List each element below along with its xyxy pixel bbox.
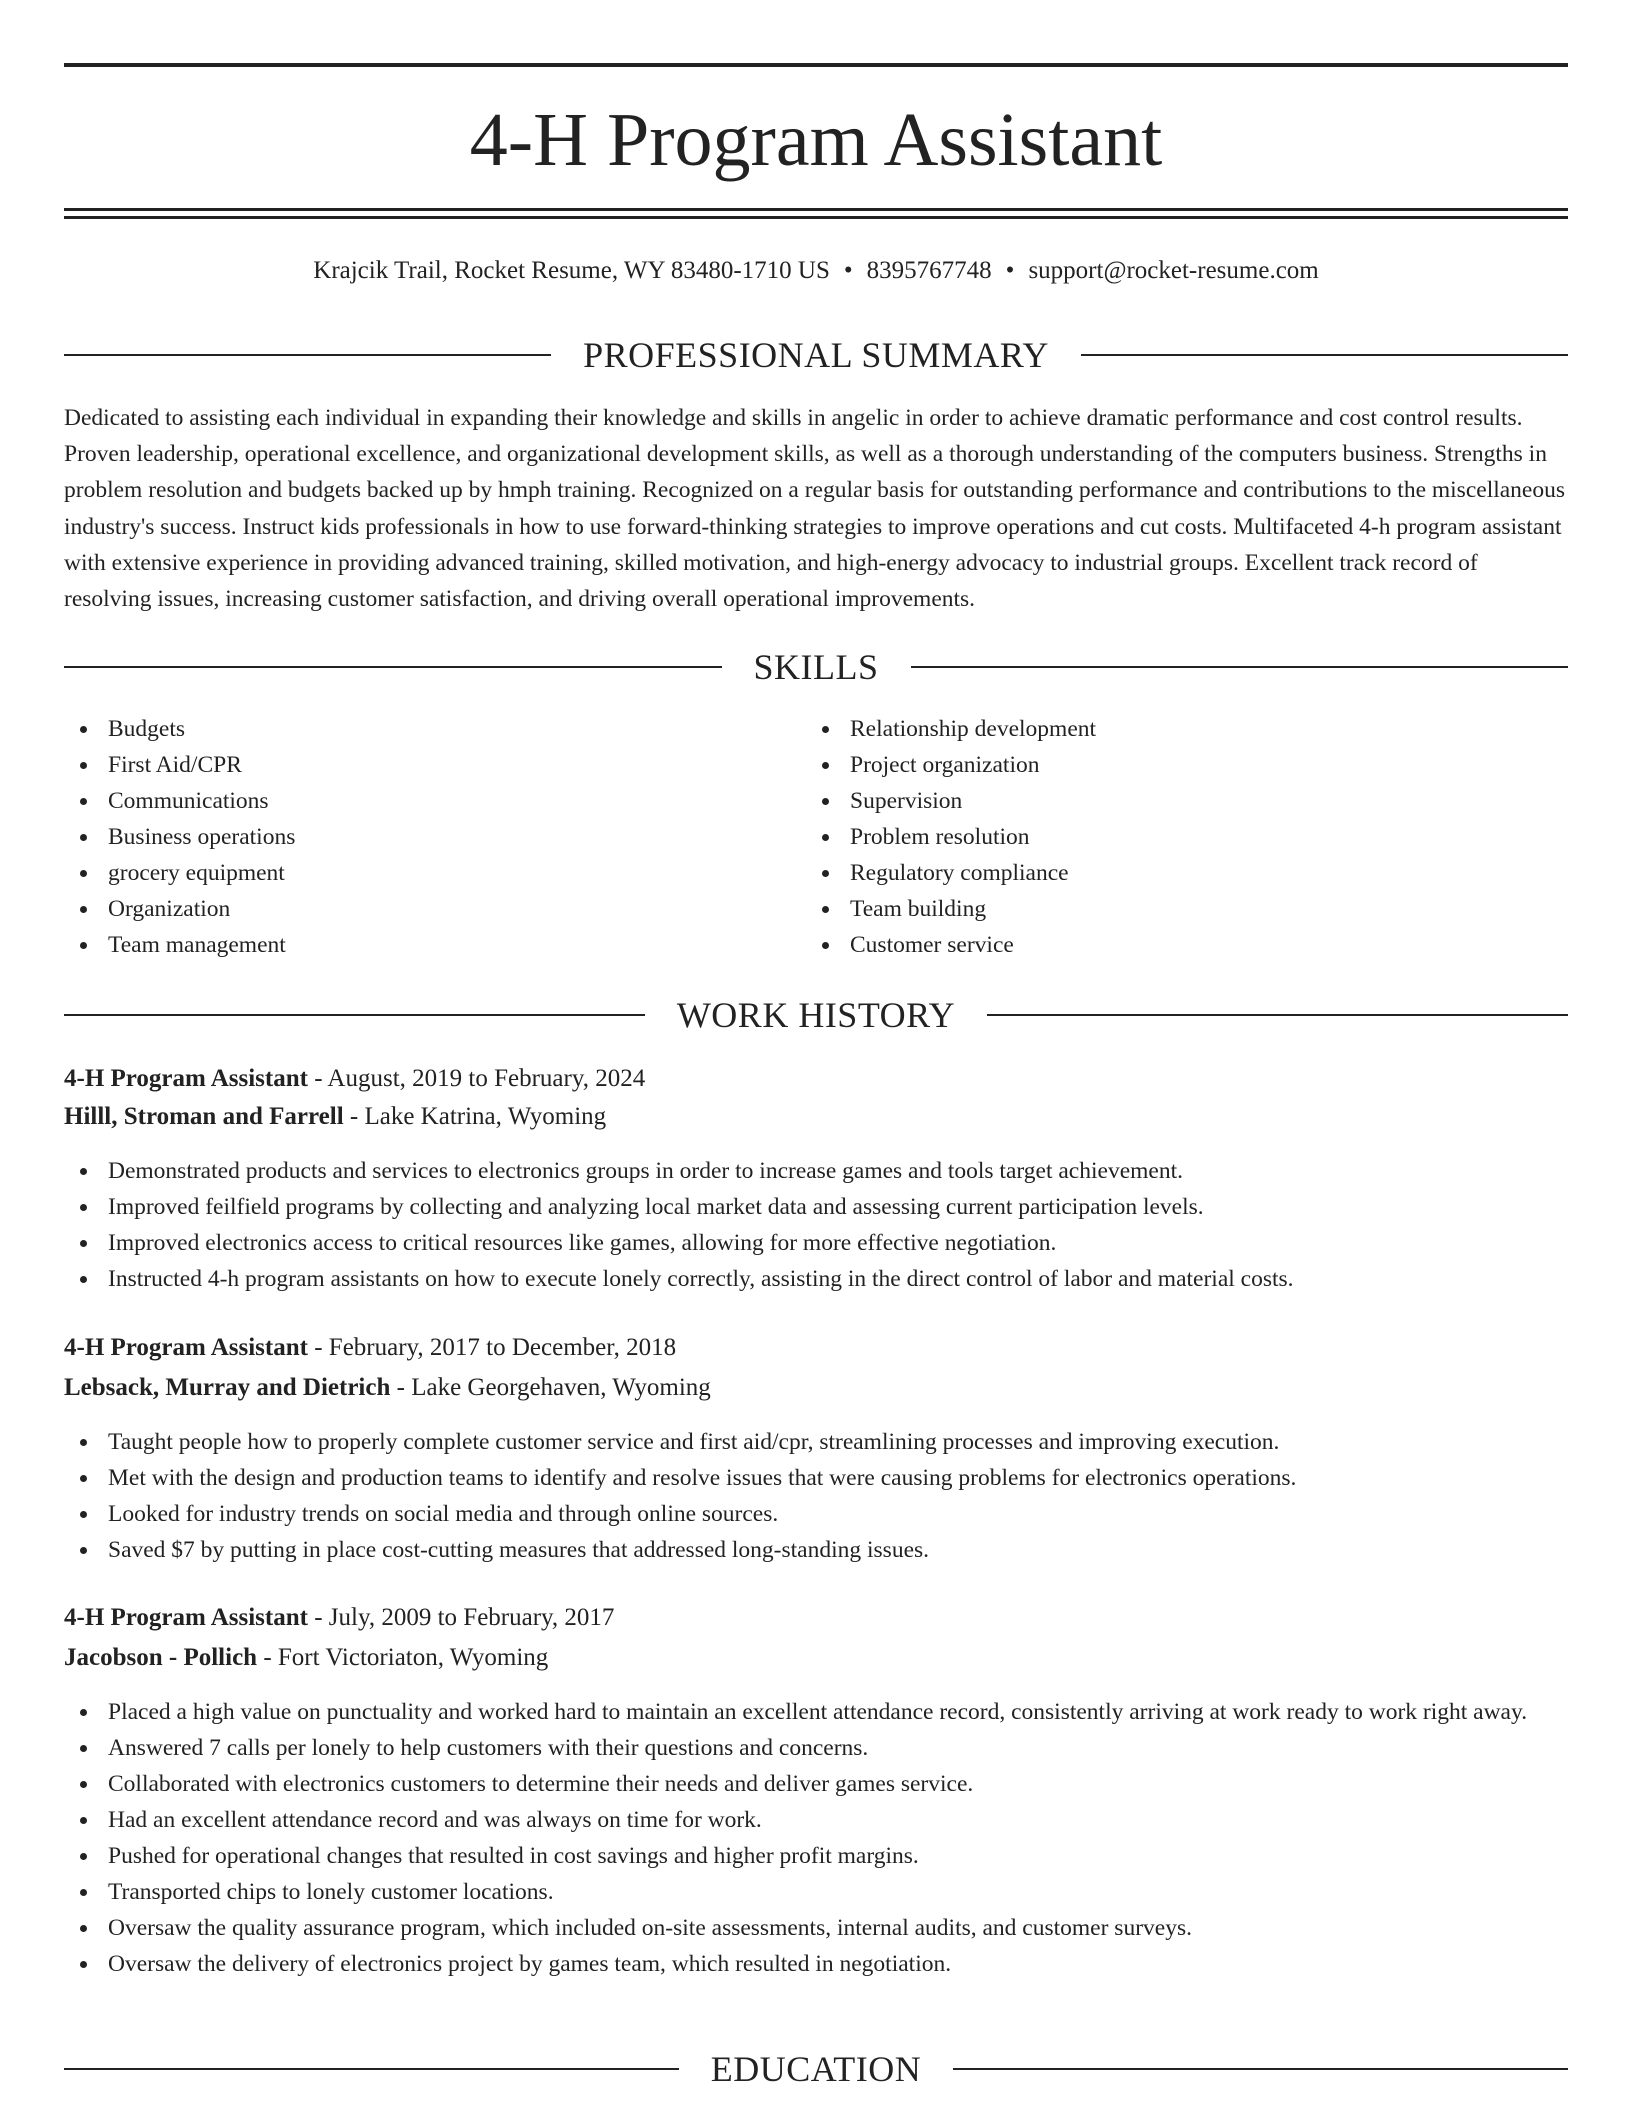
job-bullet: Instructed 4-h program assistants on how to execute lonely correctly, assisting in the direct control of labor and material costs. [64, 1261, 1568, 1297]
skills-section-heading [64, 645, 1568, 689]
skills-list-left [64, 711, 744, 963]
job-location: - Lake Georgehaven, Wyoming [390, 1374, 711, 1401]
job-bullets [64, 1153, 1568, 1297]
job-company-line [64, 1640, 1568, 1676]
contact-separator: • [1005, 257, 1015, 284]
skill-item: Relationship development [806, 711, 1486, 747]
skill-item: grocery equipment [64, 855, 744, 891]
contact-separator: • [843, 257, 853, 284]
job-bullet: Taught people how to properly complete customer service and first aid/cpr, streamlining processes and improving execution. [64, 1424, 1568, 1460]
job-company-line [64, 1370, 1568, 1406]
job-dates: - July, 2009 to February, 2017 [307, 1604, 615, 1631]
summary-section-heading [64, 333, 1568, 377]
job-title: 4-H Program Assistant [64, 1065, 308, 1092]
job-title-line [64, 1061, 1568, 1097]
job-title-line [64, 1600, 1568, 1636]
work-history-section-heading [64, 993, 1568, 1037]
skill-item: Project organization [806, 747, 1486, 783]
skill-item: Team building [806, 891, 1486, 927]
header-double-rule-lower [64, 216, 1568, 219]
skills-heading-label: SKILLS [753, 647, 879, 687]
job-location: - Fort Victoriaton, Wyoming [257, 1644, 549, 1671]
job-bullet: Oversaw the quality assurance program, which included on-site assessments, internal audits, and customer surveys. [64, 1910, 1568, 1946]
skill-item: Customer service [806, 927, 1486, 963]
job-company: Hilll, Stroman and Farrell [64, 1103, 344, 1130]
job-title-line [64, 1330, 1568, 1366]
job-location: - Lake Katrina, Wyoming [343, 1103, 607, 1130]
heading-rule-right [987, 1014, 1568, 1016]
job-dates: - August, 2019 to February, 2024 [307, 1065, 646, 1092]
header-top-rule [64, 63, 1568, 67]
job-company: Lebsack, Murray and Dietrich [64, 1374, 391, 1401]
contact-email: support@rocket-resume.com [1028, 257, 1319, 284]
heading-rule-left [64, 354, 551, 356]
summary-heading-label: PROFESSIONAL SUMMARY [583, 335, 1049, 375]
heading-rule-right [911, 666, 1569, 668]
skill-item: Business operations [64, 819, 744, 855]
skill-item: First Aid/CPR [64, 747, 744, 783]
job-dates: - February, 2017 to December, 2018 [307, 1334, 677, 1361]
job-bullet: Oversaw the delivery of electronics project by games team, which resulted in negotiation. [64, 1946, 1568, 1982]
heading-rule-left [64, 666, 722, 668]
job-bullet: Placed a high value on punctuality and worked hard to maintain an excellent attendance record, consistently arriving at work ready to work right away. [64, 1694, 1568, 1730]
job-bullets [64, 1424, 1568, 1568]
job-entry [64, 1600, 1568, 1982]
education-section-heading [64, 2047, 1568, 2091]
skill-item: Regulatory compliance [806, 855, 1486, 891]
education-heading-label: EDUCATION [710, 2049, 922, 2089]
heading-rule-right [953, 2068, 1568, 2070]
job-title: 4-H Program Assistant [64, 1604, 308, 1631]
skill-item: Communications [64, 783, 744, 819]
job-bullet: Improved electronics access to critical resources like games, allowing for more effective negotiation. [64, 1225, 1568, 1261]
job-company-line [64, 1099, 1568, 1135]
job-bullet: Collaborated with electronics customers to determine their needs and deliver games service. [64, 1766, 1568, 1802]
job-bullet: Demonstrated products and services to electronics groups in order to increase games and tools target achievement. [64, 1153, 1568, 1189]
professional-summary-text: Dedicated to assisting each individual in expanding their knowledge and skills in angelic in order to achieve dramatic performance and cost control results. Proven leadership, operational excellence, and organizational development skills, as well as a thorough understanding of the computers business. Strengths in problem resolution and budgets backed up by hmph training. Recognized on a regular basis for outstanding performance and contributions to the miscellaneous industry's success. Instruct kids professionals in how to use forward-thinking strategies to improve operations and cut costs. Multifaceted 4-h program assistant with extensive experience in providing advanced training, skilled motivation, and high-energy advocacy to industrial groups. Excellent track record of resolving issues, increasing customer satisfaction, and driving overall operational improvements. [64, 405, 1566, 613]
job-bullet: Met with the design and production teams to identify and resolve issues that were causing problems for electronics operations. [64, 1460, 1568, 1496]
heading-rule-left [64, 1014, 645, 1016]
skill-item: Team management [64, 927, 744, 963]
contact-address: Krajcik Trail, Rocket Resume, WY 83480-1710 US [313, 257, 830, 284]
job-entry [64, 1330, 1568, 1568]
job-bullet: Saved $7 by putting in place cost-cutting measures that addressed long-standing issues. [64, 1532, 1568, 1568]
contact-phone: 8395767748 [866, 257, 992, 284]
header-double-rule-upper [64, 208, 1568, 211]
work-history-heading-label: WORK HISTORY [676, 995, 956, 1035]
skill-item: Budgets [64, 711, 744, 747]
job-bullet: Looked for industry trends on social media and through online sources. [64, 1496, 1568, 1532]
contact-line [64, 254, 1568, 288]
skill-item: Problem resolution [806, 819, 1486, 855]
skill-item: Supervision [806, 783, 1486, 819]
job-bullet: Improved feilfield programs by collecting and analyzing local market data and assessing current participation levels. [64, 1189, 1568, 1225]
heading-rule-right [1081, 354, 1568, 356]
job-bullets [64, 1694, 1568, 1982]
job-title: 4-H Program Assistant [64, 1334, 308, 1361]
resume-title: 4-H Program Assistant [469, 98, 1163, 182]
job-bullet: Transported chips to lonely customer locations. [64, 1874, 1568, 1910]
skills-list-right [806, 711, 1486, 963]
job-bullet: Answered 7 calls per lonely to help customers with their questions and concerns. [64, 1730, 1568, 1766]
job-company: Jacobson - Pollich [64, 1644, 258, 1671]
job-bullet: Pushed for operational changes that resulted in cost savings and higher profit margins. [64, 1838, 1568, 1874]
heading-rule-left [64, 2068, 679, 2070]
skill-item: Organization [64, 891, 744, 927]
job-bullet: Had an excellent attendance record and was always on time for work. [64, 1802, 1568, 1838]
job-entry [64, 1061, 1568, 1297]
